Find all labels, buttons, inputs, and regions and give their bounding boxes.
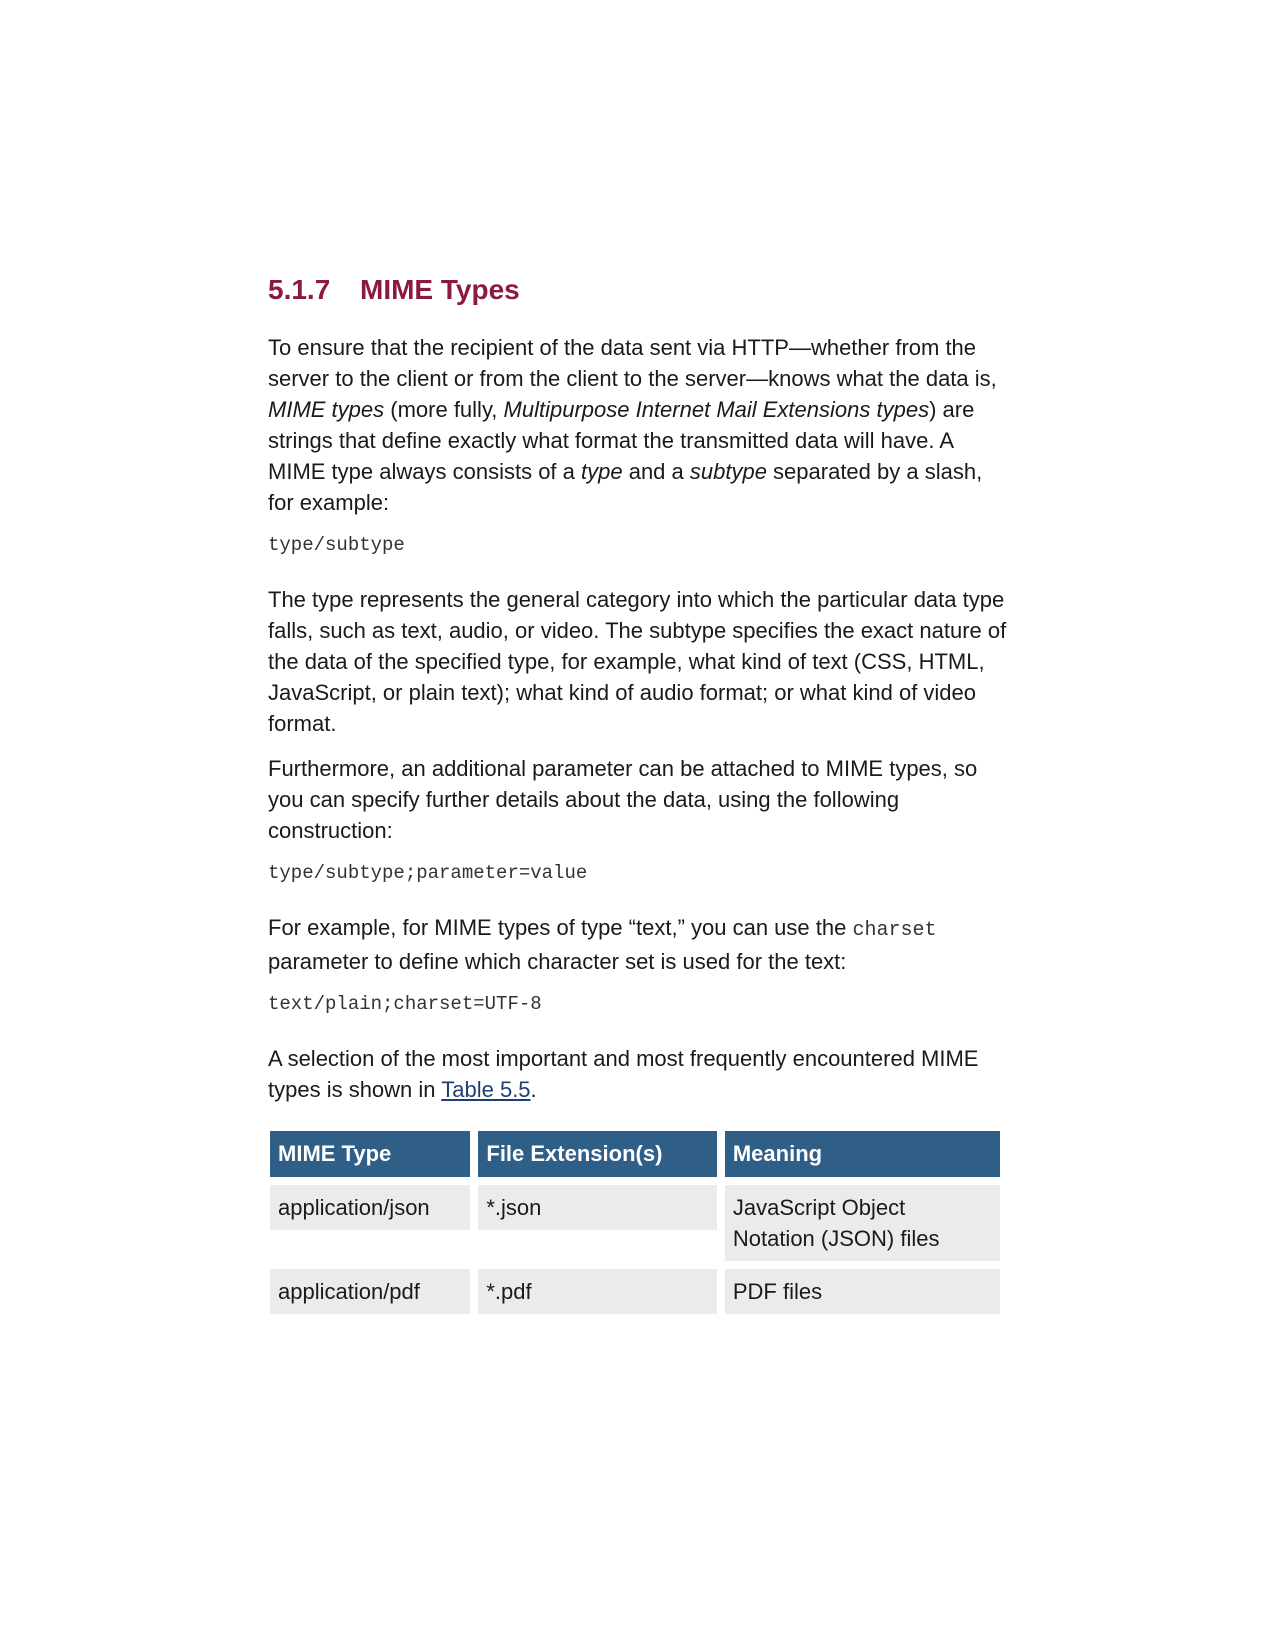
paragraph-table-intro <box>268 1043 1008 1105</box>
text-run: To ensure that the recipient of the data sent via HTTP—whether from the server to the client or from the client to the server—knows what the data is, <box>268 335 997 391</box>
table-row <box>270 1269 1000 1314</box>
table-cell <box>478 1269 716 1314</box>
text-run: separated by a slash, for example: <box>268 459 983 515</box>
emphasis-multipurpose: Multipurpose Internet Mail Extensions types <box>503 397 930 422</box>
text-run: (more fully, <box>384 397 504 422</box>
code-example-type-subtype: type/subtype <box>268 534 405 556</box>
paragraph-intro <box>268 332 1008 518</box>
text-run: . <box>530 1077 537 1102</box>
header-file-extensions: File Extension(s) <box>478 1131 716 1177</box>
paragraph-type-explanation: The type represents the general category into which the particular data type falls, such as text, audio, or video. The subtype specifies the exact nature of the data of the specified type, for example, what kind of text (CSS, HTML, JavaScript, or plain text); what kind of audio format; or what kind of video format. <box>268 587 1007 736</box>
emphasis-subtype: subtype <box>689 459 767 484</box>
paragraph-parameter: Furthermore, an additional parameter can be attached to MIME types, so you can specify further details about the data, using the following construction: <box>268 756 978 843</box>
text-run: ) are strings that define exactly what format the transmitted data will have. A MIME type always consists of a <box>268 397 975 484</box>
table-cell <box>270 1269 470 1314</box>
section-title: MIME Types <box>360 274 520 305</box>
table-row <box>270 1185 1000 1261</box>
table-cell <box>725 1185 1000 1261</box>
cell-extension: *.json <box>478 1185 716 1230</box>
code-example-charset: text/plain;charset=UTF-8 <box>268 993 542 1015</box>
emphasis-type: type <box>581 459 623 484</box>
header-meaning: Meaning <box>725 1131 1000 1177</box>
table-cell <box>725 1269 1000 1314</box>
table-header-row <box>270 1131 1000 1177</box>
header-mime-type: MIME Type <box>270 1131 470 1177</box>
document-page <box>268 270 1008 1322</box>
inline-code-charset: charset <box>852 919 937 942</box>
text-run: parameter to define which character set is used for the text: <box>268 949 847 974</box>
text-run: For example, for MIME types of type “text,” you can use the <box>268 915 853 940</box>
section-number: 5.1.7 <box>268 274 331 305</box>
text-run: and a <box>622 459 690 484</box>
table-cell <box>478 1185 716 1261</box>
cell-meaning: PDF files <box>725 1269 1000 1314</box>
cell-mime-type: application/json <box>270 1185 470 1230</box>
cell-meaning: JavaScript Object Notation (JSON) files <box>725 1185 1000 1261</box>
cell-extension: *.pdf <box>478 1269 716 1314</box>
mime-types-table <box>262 1123 1008 1322</box>
table-cell <box>270 1185 470 1261</box>
emphasis-mime-types: MIME types <box>268 397 385 422</box>
section-heading <box>268 270 1008 310</box>
paragraph-charset <box>268 912 1008 977</box>
text-run: A selection of the most important and most frequently encountered MIME types is shown in <box>268 1046 979 1102</box>
table-reference-link[interactable]: Table 5.5 <box>441 1077 531 1102</box>
code-example-parameter: type/subtype;parameter=value <box>268 862 588 884</box>
cell-mime-type: application/pdf <box>270 1269 470 1314</box>
